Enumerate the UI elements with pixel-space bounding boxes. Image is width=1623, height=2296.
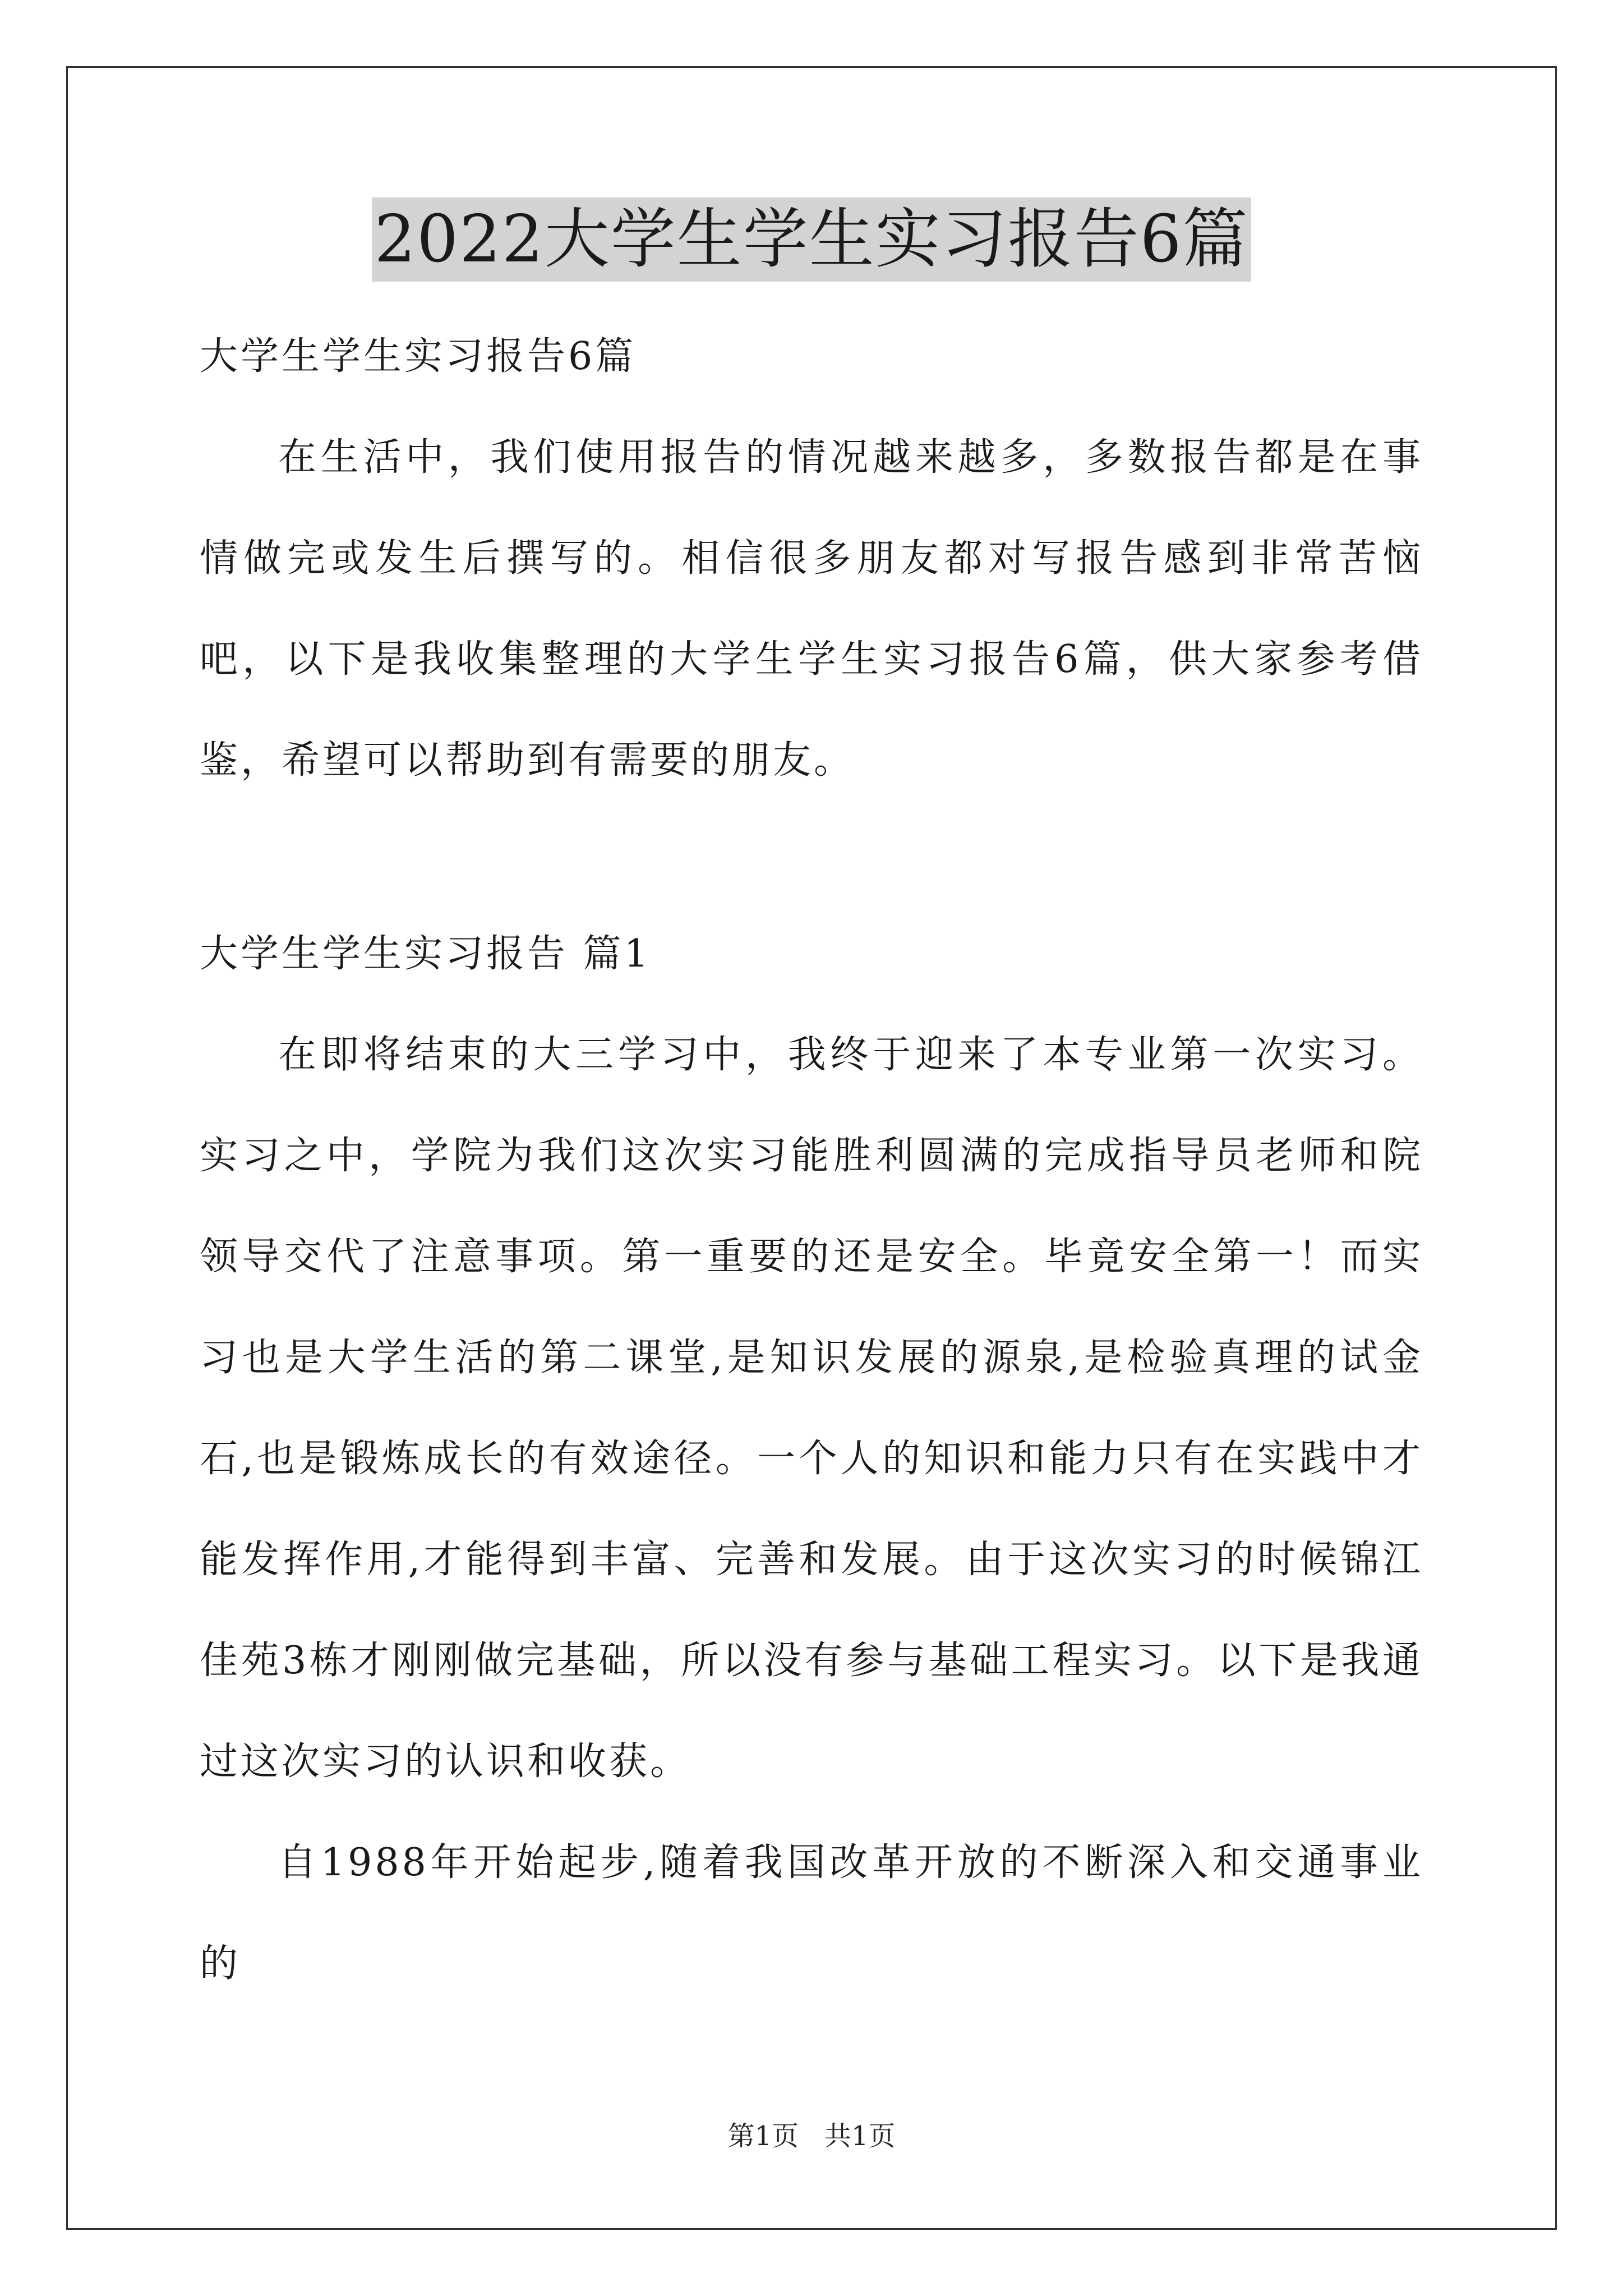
title-wrap — [0, 197, 1623, 282]
section-heading: 大学生学生实习报告 篇1 — [200, 932, 651, 976]
body-paragraph: 在即将结束的大三学习中，我终于迎来了本专业第一次实习。实习之中，学院为我们这次实习能胜利圆满的完成指导员老师和院领导交代了注意事项。第一重要的还是安全。毕竟安全第一！而实习也是大学生活的第二课堂,是知识发展的源泉,是检验真理的试金石,也是锻炼成长的有效途径。一个人的知识和能力只有在实践中才能发挥作用,才能得到丰富、完善和发展。由于这次实习的时候锦江佳苑3栋才刚刚做完基础，所以没有参与基础工程实习。以下是我通过这次实习的认识和收获。 — [200, 1033, 1423, 1784]
page-footer: 第1页 共1页 — [727, 2120, 896, 2152]
document-subtitle: 大学生学生实习报告6篇 — [200, 334, 637, 379]
intro-paragraph: 在生活中，我们使用报告的情况越来越多，多数报告都是在事情做完或发生后撰写的。相信很多朋友都对写报告感到非常苦恼吧，以下是我收集整理的大学生学生实习报告6篇，供大家参考借鉴，希望可以帮助到有需要的朋友。 — [200, 435, 1424, 783]
document-body — [200, 306, 1423, 2014]
document-title: 2022大学生学生实习报告6篇 — [372, 197, 1251, 282]
section-gap — [200, 811, 1423, 904]
body-paragraph: 自1988年开始起步,随着我国改革开放的不断深入和交通事业的 — [200, 1841, 1423, 1986]
